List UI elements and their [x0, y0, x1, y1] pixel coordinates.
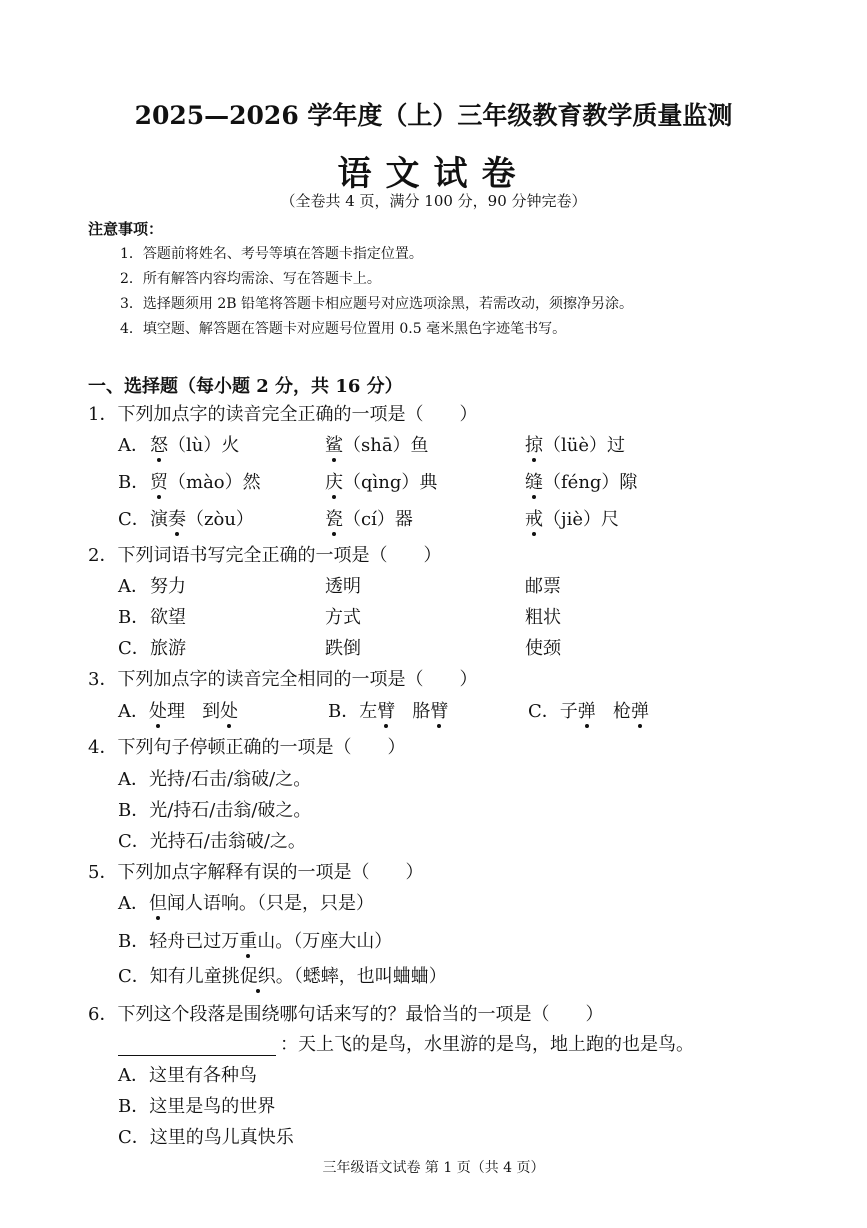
dotted-char: 但: [149, 889, 167, 915]
q2-option-c-label: C．: [118, 638, 150, 659]
q5-option-a: [118, 889, 374, 915]
q1-option-b-item2: [325, 468, 437, 494]
q1-option-c-label: C．: [118, 509, 150, 530]
notice-item: 3．选择题须用 2B 铅笔将答题卡相应题号对应选项涂黑，若需改动，须擦净另涂。: [120, 296, 634, 312]
pinyin-text: （lù）火: [168, 435, 240, 456]
dotted-char: 怒: [150, 431, 168, 457]
q4-option-c: C．光持石/击翁破/之。: [118, 831, 306, 852]
answer-blank: [118, 1037, 276, 1056]
notice-item: 4．填空题、解答题在答题卡对应题号位置用 0.5 毫米黑色字迹笔书写。: [120, 321, 567, 337]
dotted-char: 戒: [525, 505, 543, 531]
pinyin-text: （jiè）尺: [543, 509, 619, 530]
pinyin-text: （féng）隙: [543, 472, 638, 493]
q1-option-c-item2: [325, 505, 413, 531]
dotted-char: 处: [149, 697, 167, 723]
plain-text: 。（万座大山）: [275, 931, 393, 952]
dotted-char: 庆: [325, 468, 343, 494]
q3-option-c: [528, 697, 649, 723]
q2-option-a-label: A．: [118, 576, 149, 597]
q1-option-a-item1: [150, 431, 239, 457]
question-5-stem: 5．下列加点字解释有误的一项是（ ）: [88, 862, 424, 883]
notice-heading: 注意事项：: [88, 220, 164, 238]
option-label: A．: [118, 893, 149, 914]
plain-char: 子: [559, 701, 578, 722]
q2-option-b-word1: 欲望: [150, 607, 186, 628]
q2-option-c-word2: 跌倒: [325, 638, 361, 659]
dotted-char: 贸: [150, 468, 168, 494]
notice-item: 2．所有解答内容均需涂、写在答题卡上。: [120, 271, 381, 287]
pinyin-text: （shā）鱼: [343, 435, 429, 456]
dotted-char: 瓷: [325, 505, 343, 531]
exam-subtitle: （全卷共 4 页，满分 100 分，90 分钟完卷）: [280, 192, 587, 210]
q2-option-c-word3: 使颈: [525, 638, 561, 659]
plain-char: 枪: [612, 701, 631, 722]
plain-text: 。（蟋蟀，也叫蛐蛐）: [275, 966, 447, 987]
option-label: C．: [118, 966, 150, 987]
q1-option-b-label: B．: [118, 472, 150, 493]
dotted-char: 奏: [168, 505, 186, 531]
exam-title-subject: 语文试卷: [337, 154, 530, 194]
dotted-char: 鲨: [325, 431, 343, 457]
dotted-chars: 促织: [240, 962, 276, 988]
pinyin-text: （cí）器: [343, 509, 413, 530]
q4-option-b: B．光/持石/击翁/破之。: [118, 800, 312, 821]
pinyin-text: （zòu）: [186, 509, 254, 530]
dotted-chars: 万重山: [221, 927, 275, 953]
option-label: B．: [118, 931, 150, 952]
plain-text: 轻舟已过: [149, 931, 222, 952]
question-3-stem: 3．下列加点字的读音完全相同的一项是（ ）: [88, 669, 478, 690]
plain-text: 知有儿童挑: [149, 966, 240, 987]
q3-option-b: [328, 697, 448, 723]
q6-passage: [118, 1030, 694, 1056]
plain-char: 理: [167, 701, 185, 722]
q1-option-c-item3: [525, 505, 619, 531]
q6-option-c: C．这里的鸟儿真快乐: [118, 1127, 294, 1148]
notice-item: 1．答题前将姓名、考号等填在答题卡指定位置。: [120, 246, 423, 262]
plain-char: 演: [150, 509, 168, 530]
q1-option-a-item3: [525, 431, 625, 457]
q1-option-a-label: A．: [118, 435, 149, 456]
q2-option-b-word2: 方式: [325, 607, 361, 628]
dotted-char: 臂: [377, 697, 395, 723]
q6-option-a: A．这里有各种鸟: [118, 1065, 257, 1086]
q2-option-a-word3: 邮票: [525, 576, 561, 597]
dotted-char: 掠: [525, 431, 543, 457]
pinyin-text: （qìng）典: [343, 472, 438, 493]
passage-text: ：天上飞的是鸟，水里游的是鸟，地上跑的也是鸟。: [280, 1034, 694, 1055]
pinyin-text: （lüè）过: [543, 435, 626, 456]
plain-char: 到: [202, 701, 221, 722]
q2-option-c-word1: 旅游: [150, 638, 186, 659]
q3-option-a: [118, 697, 238, 723]
q1-option-b-item3: [525, 468, 637, 494]
option-label: A．: [118, 701, 149, 722]
question-2-stem: 2．下列词语书写完全正确的一项是（ ）: [88, 545, 442, 566]
q1-option-b-item1: [150, 468, 261, 494]
q5-option-b: [118, 927, 392, 953]
dotted-char: 缝: [525, 468, 543, 494]
q5-option-c: [118, 962, 447, 988]
option-label: C．: [528, 701, 560, 722]
q2-option-b-label: B．: [118, 607, 150, 628]
q2-option-a-word2: 透明: [325, 576, 361, 597]
plain-char: 胳: [412, 701, 431, 722]
section-heading: 一、选择题（每小题 2 分，共 16 分）: [88, 376, 403, 397]
q2-option-b-word3: 粗状: [525, 607, 561, 628]
q1-option-a-item2: [325, 431, 429, 457]
option-label: B．: [328, 701, 360, 722]
q2-option-a-word1: 努力: [150, 576, 186, 597]
q6-option-b: B．这里是鸟的世界: [118, 1096, 276, 1117]
exam-title-line1: 2025—2026 学年度（上）三年级教育教学质量监测: [134, 101, 733, 130]
plain-char: 左: [359, 701, 378, 722]
page-footer: 三年级语文试卷 第 1 页（共 4 页）: [322, 1160, 545, 1176]
dotted-char: 臂: [430, 697, 448, 723]
pinyin-text: （mào）然: [168, 472, 261, 493]
dotted-char: 弹: [631, 697, 649, 723]
question-4-stem: 4．下列句子停顿正确的一项是（ ）: [88, 737, 406, 758]
q4-option-a: A．光持/石击/翁破/之。: [118, 769, 312, 790]
question-1-stem: 1．下列加点字的读音完全正确的一项是（ ）: [88, 404, 478, 425]
question-6-stem: 6．下列这个段落是围绕哪句话来写的？最恰当的一项是（ ）: [88, 1004, 604, 1025]
q1-option-c-item1: [150, 505, 254, 531]
dotted-char: 处: [220, 697, 238, 723]
plain-text: 闻人语响。（只是，只是）: [167, 893, 374, 914]
dotted-char: 弹: [578, 697, 596, 723]
